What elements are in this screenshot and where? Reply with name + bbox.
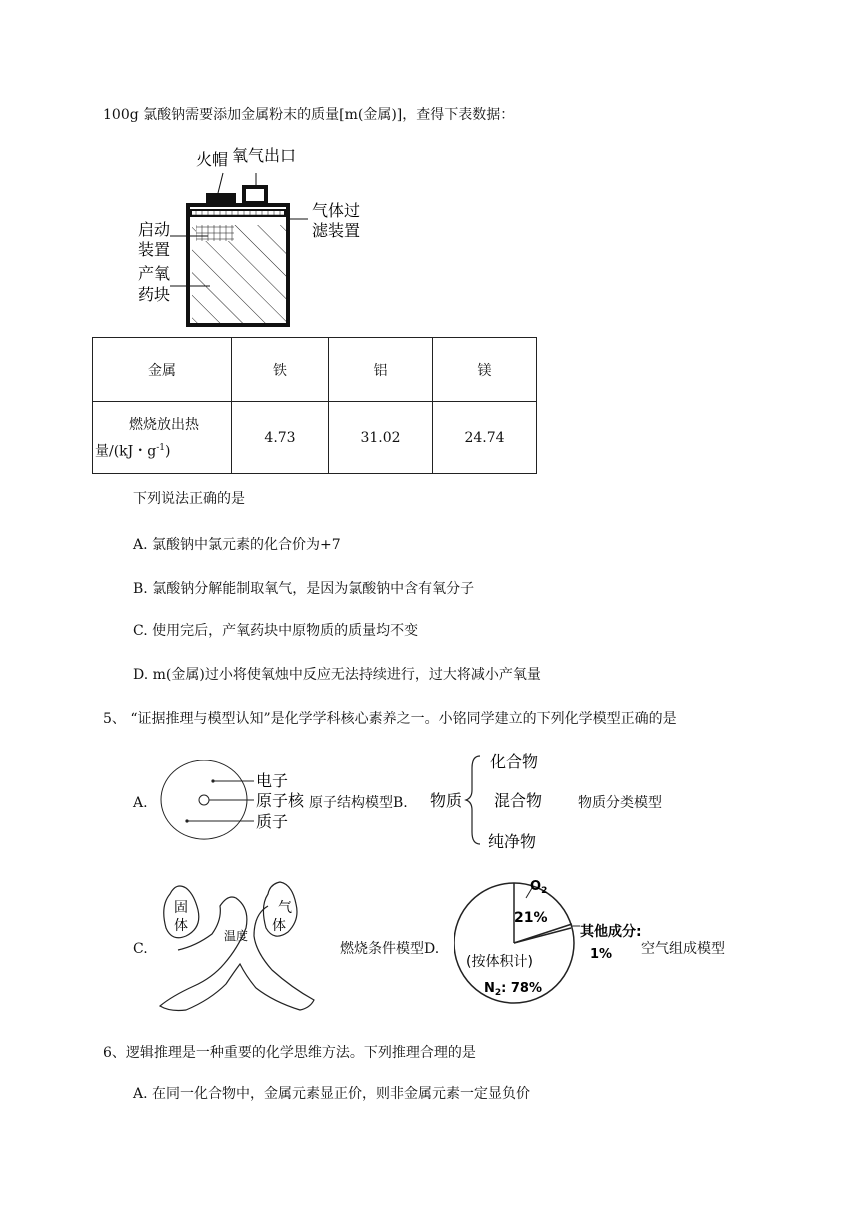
table-value-magnesium: 24.74 — [433, 402, 537, 474]
intro-line: 100g 氯酸钠需要添加金属粉末的质量[m(金属)]，查得下表数据： — [103, 107, 515, 123]
outlet-block — [244, 187, 266, 203]
table-header-metal: 金属 — [93, 338, 232, 402]
pie-center-label: (按体积计) — [466, 954, 533, 970]
q5-option-c-letter: C. — [133, 941, 148, 957]
q6-stem: 6、逻辑推理是一种重要的化学思维方法。下列推理合理的是 — [103, 1045, 476, 1061]
table-row-label — [93, 402, 232, 474]
block-label-2: 药块 — [138, 285, 171, 304]
proton-label: 质子 — [256, 812, 289, 831]
pie-o2-value: 21% — [514, 910, 548, 926]
table-value-aluminum: 31.02 — [329, 402, 433, 474]
q4-option-a: A. 氯酸钠中氯元素的化合价为+7 — [133, 537, 341, 553]
start-label-2: 装置 — [138, 240, 171, 259]
q6-option-a: A. 在同一化合物中，金属元素显正价，则非金属元素一定显负价 — [133, 1086, 531, 1102]
pie-o2-label: $O_2$ — [530, 879, 548, 896]
fire-center-label-1: 温 — [224, 929, 237, 943]
air-composition-pie — [454, 874, 644, 1010]
atom-structure-diagram — [158, 760, 308, 840]
row-label-text: 量/(kJ・g — [95, 443, 157, 460]
q5-option-a-text: 原子结构模型B. — [309, 795, 408, 811]
q4-option-c: C. 使用完后，产氧药块中原物质的质量均不变 — [133, 623, 419, 639]
q4-option-b: B. 氯酸钠分解能制取氧气，是因为氯酸钠中含有氧分子 — [133, 581, 475, 597]
fire-center-label-2: 度 — [236, 929, 249, 943]
table-header-aluminum: 铝 — [329, 338, 433, 402]
fire-left-label-2: 体 — [174, 918, 188, 934]
start-device — [196, 225, 234, 241]
start-label-1: 启动 — [138, 220, 171, 239]
matter-classification-diagram — [428, 748, 568, 852]
table-header-magnesium: 镁 — [433, 338, 537, 402]
fire-left-label-1: 固 — [174, 900, 188, 916]
row-label-end: ) — [165, 443, 171, 460]
metal-heat-table — [92, 337, 537, 474]
row-label-line-2 — [93, 437, 231, 463]
outlet-label: 氧气出口 — [232, 146, 297, 165]
electron-label: 电子 — [256, 771, 289, 790]
q5-option-b-text: 物质分类模型 — [578, 795, 662, 811]
row-label-sup: -1 — [156, 442, 166, 453]
q5-option-c-text: 燃烧条件模型D. — [340, 941, 440, 957]
filter-label-2: 滤装置 — [312, 221, 361, 240]
q5-option-d-text: 空气组成模型 — [641, 941, 725, 957]
pie-other-value: 1% — [590, 947, 613, 962]
q4-option-d: D. m(金属)过小将使氧烛中反应无法持续进行，过大将减小产氧量 — [133, 667, 541, 683]
combustion-condition-diagram — [150, 876, 330, 1016]
pie-n2-label: $N_2$: 78% — [484, 981, 542, 998]
cap-label: 火帽 — [196, 150, 229, 169]
q5-stem: 5、 “证据推理与模型认知”是化学学科核心素养之一。小铭同学建立的下列化学模型正确的是 — [103, 711, 677, 727]
row-label-line-1: 燃烧放出热 — [129, 416, 199, 433]
class-compound-label: 化合物 — [490, 752, 539, 771]
fire-right-label-2: 体 — [272, 918, 286, 934]
fire-right-label-1: 气 — [278, 900, 292, 916]
class-mixture-label: 混合物 — [494, 791, 543, 810]
class-pure-label: 纯净物 — [488, 832, 537, 851]
nucleus-label: 原子核 — [256, 791, 305, 810]
pie-other-label: 其他成分: — [580, 924, 642, 940]
q5-option-a-letter: A. — [133, 795, 148, 811]
q4-stem: 下列说法正确的是 — [133, 491, 245, 507]
class-root-label: 物质 — [430, 791, 463, 810]
filter-label-1: 气体过 — [312, 201, 361, 220]
table-value-iron: 4.73 — [232, 402, 329, 474]
table-header-iron: 铁 — [232, 338, 329, 402]
block-label-1: 产氧 — [138, 264, 171, 283]
oxygen-candle-diagram — [130, 143, 380, 333]
